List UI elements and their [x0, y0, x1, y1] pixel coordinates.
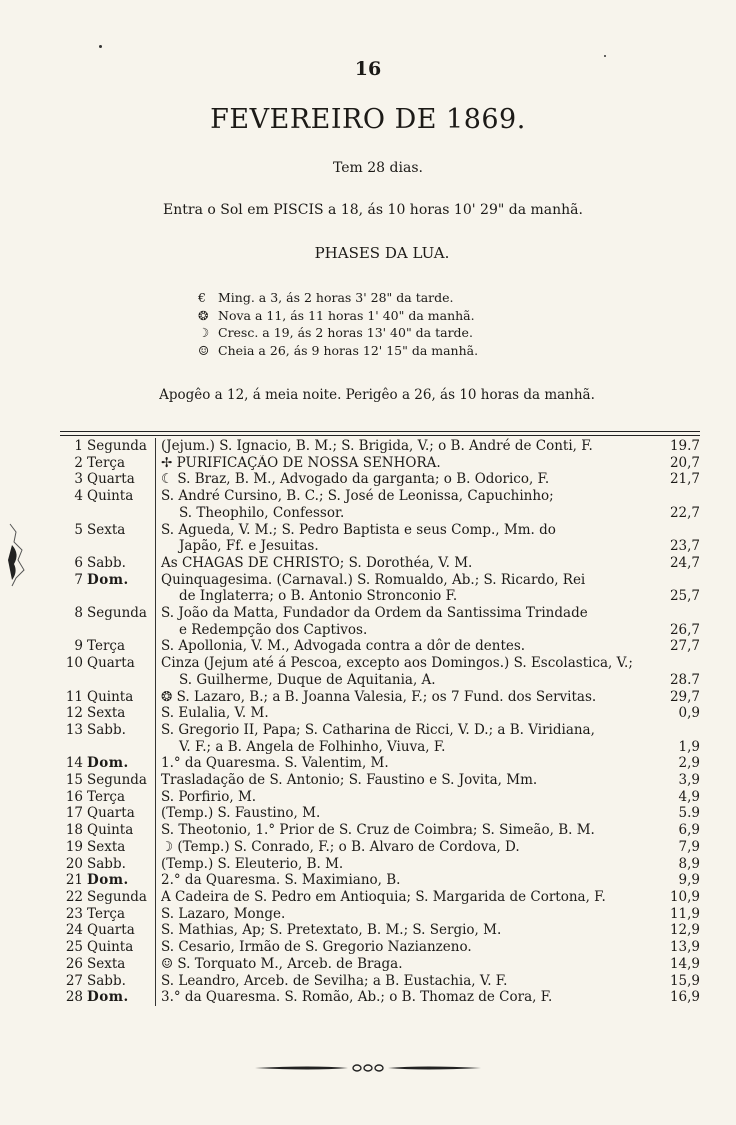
- weekday: Dom.: [87, 989, 129, 1006]
- moon-age: [646, 689, 700, 706]
- saints-line: (Jejum.) S. Ignacio, B. M.; S. Brigida, V.; o B. André de Conti, F.: [161, 438, 593, 454]
- moon-phase-text: Nova a 11, ás 11 horas 1' 40" da manhã.: [218, 307, 475, 323]
- weekday: Terça: [87, 905, 126, 922]
- moon-age-value: 19.7: [669, 438, 700, 454]
- calendar-row: [60, 789, 700, 806]
- calendar-row: [60, 455, 700, 472]
- moon-age: [646, 956, 700, 973]
- moon-age-value: 14,9: [669, 955, 700, 972]
- moon-age: [646, 488, 700, 521]
- moon-age-value: 27,7: [669, 638, 700, 655]
- moon-age: [646, 856, 700, 873]
- day-number: 7: [74, 571, 83, 588]
- moon-phases-list: [198, 289, 478, 359]
- moon-age: [646, 989, 700, 1006]
- weekday: Segunda: [87, 438, 147, 454]
- weekday: Quarta: [87, 471, 135, 488]
- saints-entry: [155, 906, 646, 923]
- moon-age-value: 8,9: [678, 855, 700, 872]
- moon-phase-text: Cheia a 26, ás 9 horas 12' 15" da manhã.: [218, 342, 479, 358]
- weekday: Terça: [87, 788, 126, 805]
- saints-entry: [155, 973, 646, 990]
- saints-entry: [155, 555, 646, 572]
- saints-entry: [155, 872, 646, 889]
- moon-age-value: 21,7: [669, 471, 700, 488]
- moon-phase-row: [198, 324, 478, 342]
- saints-entry: [155, 805, 646, 822]
- weekday: Quinta: [87, 488, 134, 505]
- saints-entry: [155, 572, 646, 605]
- saints-entry: [155, 455, 646, 472]
- saints-line: Trasladação de S. Antonio; S. Faustino e S. Jovita, Mm.: [161, 772, 538, 789]
- saints-line: As CHAGAS DE CHRISTO; S. Dorothéa, V. M.: [161, 554, 473, 571]
- moon-age-value: 29,7: [669, 688, 700, 705]
- moon-age: [646, 889, 700, 906]
- calendar-row: [60, 922, 700, 939]
- moon-age-value: 25,7: [669, 588, 700, 605]
- moon-age-value: 5.9: [678, 805, 700, 822]
- saints-entry: [155, 789, 646, 806]
- saints-entry: [155, 772, 646, 789]
- day-number: 16: [65, 788, 83, 805]
- calendar-row: [60, 488, 700, 521]
- weekday: Sexta: [87, 705, 126, 722]
- calendar-row: [60, 805, 700, 822]
- moon-age: [646, 872, 700, 889]
- day-number: 12: [65, 705, 83, 722]
- calendar-row: [60, 989, 700, 1006]
- moon-age-value: 22,7: [669, 504, 700, 521]
- moon-phase-text: Ming. a 3, ás 2 horas 3' 28" da tarde.: [218, 290, 454, 305]
- moon-age-value: 24,7: [669, 554, 700, 571]
- weekday: Quinta: [87, 822, 134, 839]
- calendar-row: [60, 956, 700, 973]
- moon-age-value: [646, 522, 700, 539]
- saints-line: S. Porfirio, M.: [161, 788, 257, 805]
- saints-line: S. Cesario, Irmão de S. Gregorio Nazianzeno.: [161, 939, 472, 956]
- moon-age: [646, 471, 700, 488]
- saints-line: S. Mathias, Ap; S. Pretextato, B. M.; S. Sergio, M.: [161, 922, 502, 939]
- calendar-row: [60, 822, 700, 839]
- day-number: 13: [65, 721, 83, 738]
- margin-ink-mark: [2, 520, 32, 590]
- calendar-row: [60, 522, 700, 555]
- saints-entry: [155, 839, 646, 856]
- day-number: 2: [74, 454, 83, 471]
- saints-line: 1.° da Quaresma. S. Valentim, M.: [161, 755, 389, 772]
- day-number: 19: [65, 838, 83, 855]
- saints-line: de Inglaterra; o B. Antonio Stronconio F.: [179, 588, 458, 605]
- saints-line: S. Eulalia, V. M.: [161, 705, 269, 722]
- saints-entry: [155, 638, 646, 655]
- table-top-rule: [60, 431, 700, 432]
- saints-line: (Temp.) S. Eleuterio, B. M.: [161, 855, 344, 872]
- moon-age-value: 12,9: [669, 922, 700, 939]
- saints-line: Quinquagesima. (Carnaval.) S. Romualdo, Ab.; S. Ricardo, Rei: [161, 571, 586, 588]
- saints-entry: [155, 722, 646, 755]
- saints-line: ☾ S. Braz, B. M., Advogado da garganta; o B. Odorico, F.: [161, 471, 550, 488]
- calendar-row: [60, 722, 700, 755]
- saints-line: ☽ (Temp.) S. Conrado, F.; o B. Alvaro de Cordova, D.: [161, 838, 520, 855]
- weekday: Quinta: [87, 939, 134, 956]
- calendar-row: [60, 572, 700, 605]
- moon-age-value: [646, 655, 700, 672]
- day-number: 6: [74, 554, 83, 571]
- day-number: 10: [65, 655, 83, 672]
- moon-phase-text: Cresc. a 19, ás 2 horas 13' 40" da tarde.: [218, 325, 473, 340]
- moon-age-value: 28.7: [669, 671, 700, 688]
- calendar-row: [60, 655, 700, 688]
- weekday: Segunda: [87, 605, 147, 622]
- weekday: Segunda: [87, 772, 147, 789]
- day-number: 14: [65, 755, 83, 772]
- moon-age: [646, 789, 700, 806]
- saints-entry: [155, 755, 646, 772]
- moon-age: [646, 605, 700, 638]
- saints-line: S. Guilherme, Duque de Aquitania, A.: [179, 671, 436, 688]
- saints-entry: [155, 922, 646, 939]
- day-number: 27: [65, 972, 83, 989]
- saints-line: ✢ PURIFICAÇÃO DE NOSSA SENHORA.: [161, 454, 441, 471]
- saints-entry: [155, 822, 646, 839]
- saints-entry: [155, 522, 646, 555]
- saints-line: 3.° da Quaresma. S. Romão, Ab.; o B. Thomaz de Cora, F.: [161, 989, 553, 1006]
- moon-age-value: 23,7: [669, 538, 700, 555]
- saints-line: A Cadeira de S. Pedro em Antioquia; S. Margarida de Cortona, F.: [161, 888, 606, 905]
- calendar-row: [60, 906, 700, 923]
- saints-entry: [155, 956, 646, 973]
- weekday: Quarta: [87, 655, 135, 672]
- saints-entry: [155, 856, 646, 873]
- calendar-row: [60, 555, 700, 572]
- day-number: 24: [65, 922, 83, 939]
- weekday: Dom.: [87, 571, 129, 588]
- moon-age-value: 0,9: [678, 705, 700, 722]
- page-number: 16: [354, 58, 382, 80]
- saints-entry: [155, 438, 646, 455]
- day-number: 25: [65, 939, 83, 956]
- saints-line: Cinza (Jejum até á Pescoa, excepto aos Domingos.) S. Escolastica, V.;: [161, 655, 633, 672]
- day-number: 11: [65, 688, 83, 705]
- saints-entry: [155, 939, 646, 956]
- print-speck: [604, 55, 606, 57]
- weekday: Sabb.: [87, 972, 126, 989]
- moon-age-value: 1,9: [678, 738, 700, 755]
- calendar-row: [60, 939, 700, 956]
- calendar-row: [60, 856, 700, 873]
- saints-line: ❂ S. Lazaro, B.; a B. Joanna Valesia, F.; os 7 Fund. dos Servitas.: [161, 688, 597, 705]
- saints-line: S. Gregorio II, Papa; S. Catharina de Ricci, V. D.; a B. Viridiana,: [161, 721, 595, 738]
- moon-age-value: [646, 488, 700, 505]
- moon-phases-heading: PHASES DA LUA.: [314, 244, 450, 262]
- moon-phase-icon: ☺: [198, 342, 210, 358]
- moon-age-value: 6,9: [678, 822, 700, 839]
- moon-age: [646, 722, 700, 755]
- weekday: Sabb.: [87, 721, 126, 738]
- moon-age: [646, 655, 700, 688]
- moon-age-value: 11,9: [669, 905, 700, 922]
- table-top-rule: [60, 435, 700, 436]
- calendar-row: [60, 889, 700, 906]
- saints-line: V. F.; a B. Angela de Folhinho, Viuva, F.: [179, 738, 446, 755]
- day-number: 1: [74, 438, 83, 454]
- weekday: Terça: [87, 638, 126, 655]
- saints-line: S. Apollonia, V. M., Advogada contra a dôr de dentes.: [161, 638, 526, 655]
- day-number: 18: [65, 822, 83, 839]
- moon-age: [646, 522, 700, 555]
- day-number: 9: [74, 638, 83, 655]
- apogee-perigee-line: Apogêo a 12, á meia noite. Perigêo a 26, ás 10 horas da manhã.: [159, 387, 595, 403]
- calendar-row: [60, 471, 700, 488]
- moon-age-value: [646, 605, 700, 622]
- print-speck: [99, 45, 102, 48]
- weekday: Sexta: [87, 838, 126, 855]
- moon-age-value: [646, 722, 700, 739]
- saints-entry: [155, 889, 646, 906]
- moon-age: [646, 822, 700, 839]
- saints-line: S. Theotonio, 1.° Prior de S. Cruz de Coimbra; S. Simeão, B. M.: [161, 822, 595, 839]
- moon-age: [646, 973, 700, 990]
- moon-age-value: 7,9: [678, 838, 700, 855]
- day-number: 8: [74, 605, 83, 622]
- weekday: Segunda: [87, 888, 147, 905]
- weekday: Sexta: [87, 955, 126, 972]
- page-title: FEVEREIRO DE 1869.: [210, 104, 526, 135]
- day-number: 22: [65, 888, 83, 905]
- moon-age-value: 3,9: [678, 772, 700, 789]
- day-number: 28: [65, 989, 83, 1006]
- moon-age: [646, 438, 700, 455]
- calendar-row: [60, 872, 700, 889]
- saints-line: (Temp.) S. Faustino, M.: [161, 805, 321, 822]
- calendar-row: [60, 973, 700, 990]
- saints-entry: [155, 655, 646, 688]
- calendar-row: [60, 438, 700, 455]
- moon-age: [646, 939, 700, 956]
- moon-age: [646, 705, 700, 722]
- calendar-row: [60, 755, 700, 772]
- saints-line: S. Lazaro, Monge.: [161, 905, 286, 922]
- calendar-row: [60, 638, 700, 655]
- saints-line: Japão, Ff. e Jesuitas.: [179, 538, 319, 555]
- calendar-row: [60, 689, 700, 706]
- weekday: Terça: [87, 454, 126, 471]
- moon-age: [646, 755, 700, 772]
- saints-entry: [155, 605, 646, 638]
- moon-age: [646, 638, 700, 655]
- moon-age: [646, 572, 700, 605]
- saints-line: S. Theophilo, Confessor.: [179, 504, 345, 521]
- moon-age-value: 9,9: [678, 872, 700, 889]
- calendar-row: [60, 839, 700, 856]
- weekday: Dom.: [87, 755, 129, 772]
- moon-age: [646, 805, 700, 822]
- moon-age-value: 26,7: [669, 621, 700, 638]
- moon-phase-row: [198, 342, 478, 360]
- weekday: Quinta: [87, 688, 134, 705]
- moon-age-value: 15,9: [669, 972, 700, 989]
- calendar-row: [60, 605, 700, 638]
- day-number: 20: [65, 855, 83, 872]
- day-number: 4: [74, 488, 83, 505]
- calendar-row: [60, 772, 700, 789]
- days-count: Tem 28 dias.: [333, 160, 423, 176]
- moon-age: [646, 839, 700, 856]
- saints-entry: [155, 689, 646, 706]
- ornament-rule-icon: [253, 1063, 483, 1073]
- saints-calendar: [60, 438, 700, 1006]
- saints-line: S. João da Matta, Fundador da Ordem da Santissima Trindade: [161, 605, 588, 622]
- moon-phase-icon: ❂: [198, 307, 209, 323]
- saints-line: S. André Cursino, B. C.; S. José de Leonissa, Capuchinho;: [161, 488, 554, 505]
- moon-phase-icon: ☽: [198, 325, 210, 340]
- saints-entry: [155, 488, 646, 521]
- moon-age: [646, 772, 700, 789]
- saints-line: S. Agueda, V. M.; S. Pedro Baptista e seus Comp., Mm. do: [161, 521, 556, 538]
- moon-phase-row: [198, 289, 478, 307]
- weekday: Sabb.: [87, 855, 126, 872]
- saints-line: S. Leandro, Arceb. de Sevilha; a B. Eustachia, V. F.: [161, 972, 508, 989]
- moon-phase-row: [198, 307, 478, 325]
- saints-line: 2.° da Quaresma. S. Maximiano, B.: [161, 872, 401, 889]
- weekday: Quarta: [87, 922, 135, 939]
- saints-entry: [155, 989, 646, 1006]
- day-number: 17: [65, 805, 83, 822]
- moon-age-value: 20,7: [669, 454, 700, 471]
- moon-age-value: [646, 572, 700, 589]
- moon-age: [646, 455, 700, 472]
- weekday: Sexta: [87, 521, 126, 538]
- moon-phase-icon: €: [198, 290, 206, 305]
- saints-line: ☺ S. Torquato M., Arceb. de Braga.: [161, 955, 403, 972]
- moon-age-value: 4,9: [678, 788, 700, 805]
- day-number: 3: [74, 471, 83, 488]
- moon-age-value: 16,9: [669, 989, 700, 1006]
- day-number: 21: [65, 872, 83, 889]
- sun-entry: Entra o Sol em PISCIS a 18, ás 10 horas 10' 29" da manhã.: [163, 202, 583, 218]
- moon-age-value: 13,9: [669, 939, 700, 956]
- moon-age-value: 2,9: [678, 755, 700, 772]
- day-number: 23: [65, 905, 83, 922]
- moon-age: [646, 906, 700, 923]
- saints-line: e Redempção dos Captivos.: [179, 621, 368, 638]
- day-number: 26: [65, 955, 83, 972]
- saints-entry: [155, 705, 646, 722]
- moon-age: [646, 922, 700, 939]
- calendar-row: [60, 705, 700, 722]
- moon-age-value: 10,9: [669, 888, 700, 905]
- closing-ornament: [0, 1058, 736, 1077]
- weekday: Quarta: [87, 805, 135, 822]
- day-number: 5: [74, 521, 83, 538]
- moon-age: [646, 555, 700, 572]
- saints-entry: [155, 471, 646, 488]
- weekday: Dom.: [87, 872, 129, 889]
- weekday: Sabb.: [87, 554, 126, 571]
- day-number: 15: [65, 772, 83, 789]
